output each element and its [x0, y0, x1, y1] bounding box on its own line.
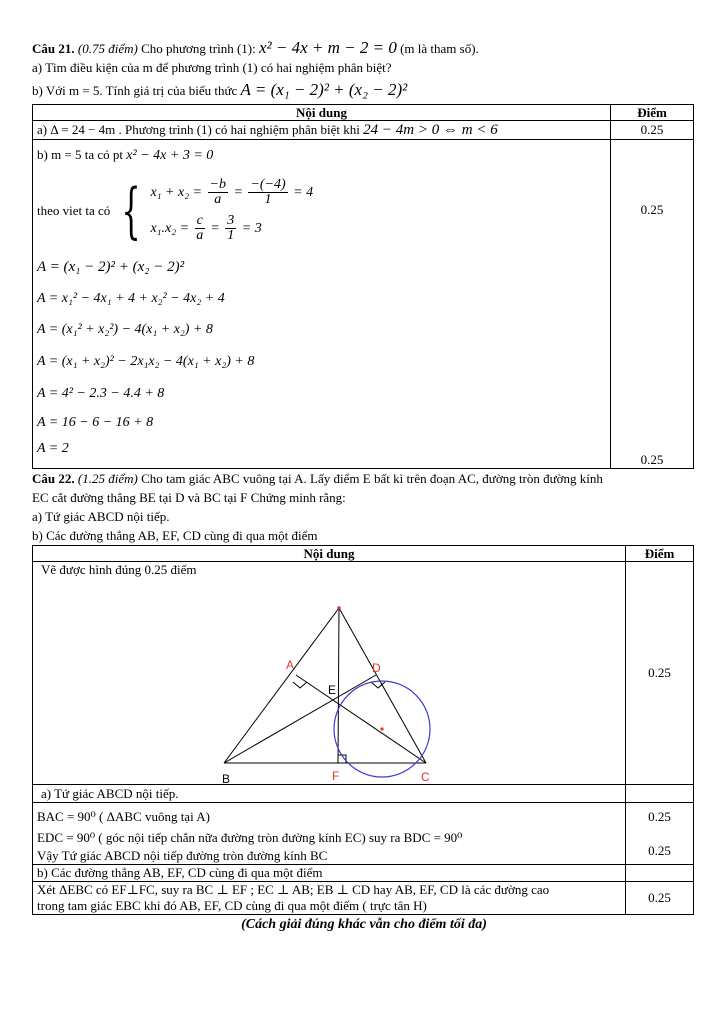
label-a: A — [286, 658, 295, 672]
viet-prod-frac-2 — [225, 214, 236, 243]
q22-proof-b — [33, 882, 626, 915]
q22-part-a: a) Tứ giác ABCD nội tiếp. — [32, 509, 170, 524]
viet-sum-frac-1-den: a — [214, 192, 222, 208]
viet-brace: { — [121, 176, 141, 246]
viet-sum-result: = 4 — [293, 185, 314, 200]
viet-prod-left: x₁.x₂ = — [150, 221, 190, 236]
q21-header-points: Điểm — [611, 105, 694, 121]
q21-row-a — [33, 121, 694, 140]
proof-a-line-2: EDC = 90⁰ ( góc nội tiếp chắn nữa đường tròn đường kính EC) suy ra BDC = 90⁰ — [37, 830, 463, 845]
q22-figure-row — [33, 562, 694, 785]
viet-prod-frac-1-den: a — [196, 228, 204, 244]
viet-product: x₁.x₂ = $\frac{c}{a}$ = $\frac{3}{1}$ = 3 — [150, 213, 262, 244]
q22-figure-points: 0.25 — [626, 562, 694, 785]
q21-row-b-content — [33, 140, 611, 469]
q21-equation: x² − 4x + m − 2 = 0 — [258, 38, 397, 57]
geometry-figure — [41, 578, 621, 783]
viet-sum: x₁ + x₂ = $\frac{-b}{a}$ = $\frac{-(-4)}{1}$ = 4 — [150, 177, 314, 208]
q21-row-b-intro: b) m = 5 ta có pt — [37, 147, 124, 162]
calc-step-1: A = (x₁ − 2)² + (x₂ − 2)² — [37, 259, 185, 275]
proof-b-line-2: trong tam giác EBC khi đó AB, EF, CD cùng đi qua một điểm ( trực tân H) — [37, 898, 427, 913]
q22-header-points: Điểm — [626, 546, 694, 562]
calc-step-5: A = 4² − 2.3 − 4.4 + 8 — [37, 386, 165, 401]
q21-number: Câu 21. — [32, 41, 75, 56]
footer-note: (Cách giải đúng khác vẫn cho điểm tối đa) — [241, 917, 487, 932]
q22-intro: Cho tam giác ABC vuông tại A. Lấy điểm E bất kì trên đoạn AC, đường tròn đường kính — [141, 471, 603, 486]
q22-proof-a — [33, 803, 626, 865]
q22-intro-2: EC cắt đường thẳng BE tại D và BC tại F Chứng minh rằng: — [32, 490, 346, 505]
q21-table-header — [33, 105, 694, 121]
viet-prod-frac-1 — [195, 214, 205, 243]
right-angle-a — [293, 682, 307, 688]
q21-row-b-equation: x² − 4x + 3 = 0 — [126, 148, 214, 163]
q21-row-a-text: a) Δ = 24 − 4m . Phương trình (1) có hai nghiệm phân biệt khi — [37, 122, 360, 137]
q22-table-header — [33, 546, 694, 562]
label-f: F — [332, 769, 340, 783]
viet-sum-frac-2-num: −(−4) — [250, 177, 286, 193]
q21-row-a-condition: 24 − 4m > 0 ⇔ m < 6 — [363, 122, 498, 138]
viet-prod-frac-1-num: c — [196, 213, 203, 229]
q22-part-b-header-row — [33, 865, 694, 882]
viet-prod-result: = 3 — [241, 221, 262, 236]
viet-sum-frac-2-den: 1 — [264, 192, 272, 208]
proof-a-points-2: 0.25 — [648, 842, 671, 858]
q21-row-b-points-2: 0.25 — [640, 452, 664, 467]
q21-answer-table — [32, 104, 694, 469]
q22-proof-a-points — [626, 803, 694, 865]
q22-proof-b-row — [33, 882, 694, 915]
calc-step-4: A = (x₁ + x₂)² − 2x₁x₂ − 4(x₁ + x₂) + 8 — [37, 354, 255, 369]
q22-title-line — [32, 469, 696, 488]
q21-part-b-line — [32, 77, 696, 104]
answer-key-page — [32, 36, 696, 933]
circle-center — [380, 727, 383, 730]
viet-sum-frac-1-num: −b — [209, 177, 226, 193]
q22-part-a-row: a) Tứ giác ABCD nội tiếp. — [33, 785, 626, 803]
label-c: C — [421, 770, 430, 783]
q21-part-a: a) Tìm điều kiện của m để phương trình (1) có hai nghiệm phân biệt? — [32, 60, 392, 75]
viet-system — [37, 170, 606, 252]
q22-proof-b-points: 0.25 — [626, 882, 694, 915]
q22-header-content: Nội dung — [33, 546, 626, 562]
q22-proof-a-row — [33, 803, 694, 865]
q21-part-b-text: b) Với m = 5. Tính giá trị của biểu thức — [32, 83, 238, 98]
calc-step-7: A = 2 — [37, 441, 69, 456]
proof-a-line-3: Vậy Tứ giác ABCD nội tiếp đường tròn đường kính BC — [37, 848, 328, 863]
q22-points: (1.25 điểm) — [77, 471, 138, 486]
q22-answer-table — [32, 545, 694, 915]
viet-prod-frac-2-den: 1 — [227, 228, 235, 244]
q21-row-a-content — [33, 121, 611, 140]
proof-a-line-1: BAC = 90⁰ ( ΔABC vuông tại A) — [37, 809, 210, 824]
line-hf — [338, 608, 339, 763]
q21-header-content: Nội dung — [33, 105, 611, 121]
q22-number: Câu 22. — [32, 471, 75, 486]
q21-param-note: (m là tham số). — [400, 41, 479, 56]
calc-step-3: A = (x₁² + x₂²) − 4(x₁ + x₂) + 8 — [37, 322, 213, 337]
q21-points: (0.75 điểm) — [77, 41, 138, 56]
viet-sum-left: x₁ + x₂ = — [150, 185, 203, 200]
proof-a-points-1: 0.25 — [648, 808, 671, 824]
proof-b-line-1: Xét ΔEBC có EF⊥FC, suy ra BC ⊥ EF ; EC ⊥ AB; EB ⊥ CD hay AB, EF, CD là các đường cao — [37, 882, 550, 897]
figure-caption: Vẽ được hình đúng 0.25 điểm — [41, 562, 197, 577]
viet-label: theo viet ta có — [37, 203, 111, 218]
point-h — [337, 606, 341, 610]
q21-title-line — [32, 38, 696, 58]
calc-step-6: A = 16 − 6 − 16 + 8 — [37, 415, 154, 430]
label-b: B — [222, 772, 231, 783]
line-hb — [224, 608, 339, 763]
q21-row-a-points: 0.25 — [611, 121, 694, 140]
q21-row-b-points — [611, 140, 694, 469]
q22-figure-cell — [33, 562, 626, 785]
q22-part-a-header-row — [33, 785, 694, 803]
viet-sum-frac-2 — [248, 178, 287, 207]
q22-part-b: b) Các đường thẳng AB, EF, CD cùng đi qua một điểm — [32, 528, 318, 543]
q21-part-b-expr: A = (x₁ − 2)² + (x₂ − 2)² — [240, 80, 408, 99]
viet-sum-frac-1 — [208, 178, 228, 207]
line-hc — [339, 608, 426, 763]
q21-row-b — [33, 140, 694, 469]
label-e: E — [328, 683, 337, 697]
q21-row-b-points-1: 0.25 — [640, 202, 664, 217]
label-d: D — [372, 661, 381, 675]
viet-prod-frac-2-num: 3 — [227, 213, 235, 229]
calc-step-2: A = x₁² − 4x₁ + 4 + x₂² − 4x₂ + 4 — [37, 291, 225, 306]
q22-part-b-row: b) Các đường thẳng AB, EF, CD cùng đi qua một điểm — [33, 865, 626, 882]
q21-intro: Cho phương trình (1): — [141, 41, 256, 56]
